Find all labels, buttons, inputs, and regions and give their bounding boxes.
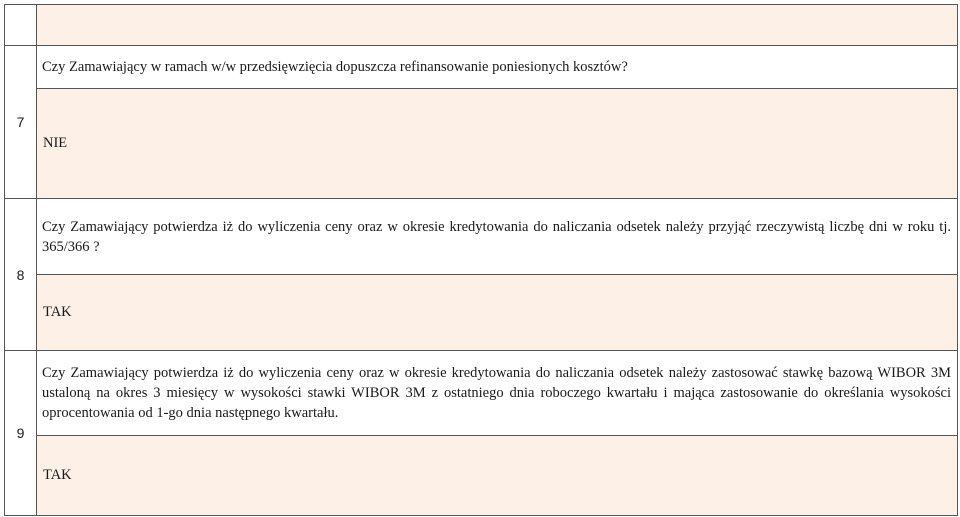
question-text-8: Czy Zamawiający potwierdza iż do wyliczenia ceny oraz w okresie kredytowania do naliczania odsetek należy przyjąć rzeczywistą liczbę dni w roku tj. 365/366 ? [37, 199, 958, 275]
table-row-question-9 [5, 351, 958, 436]
table-row-answer-9 [5, 436, 958, 516]
question-text-9: Czy Zamawiający potwierdza iż do wyliczenia ceny oraz w okresie kredytowania do naliczania odsetek należy zastosować stawkę bazową WIBOR 3M ustaloną na okres 3 miesięcy w wysokości stawki WIBOR 3M z ostatniego dnia roboczego kwartału i mająca zastosowanie do określania wysokości oprocentowania od 1-go dnia następnego kwartału. [37, 351, 958, 436]
answer-cell-previous [37, 5, 958, 46]
row-number-cell-empty [5, 5, 37, 46]
table-row-question-8 [5, 199, 958, 275]
question-text-7: Czy Zamawiający w ramach w/w przedsięwzięcia dopuszcza refinansowanie poniesionych kosztów? [37, 46, 958, 89]
table-row-top-answer [5, 5, 958, 46]
row-number-7: 7 [5, 46, 37, 199]
table-row-question-7 [5, 46, 958, 89]
row-number-8: 8 [5, 199, 37, 351]
row-number-9: 9 [5, 351, 37, 516]
answer-text-9: TAK [37, 436, 958, 516]
answer-text-8: TAK [37, 275, 958, 351]
table-row-answer-7 [5, 89, 958, 199]
answer-text-7: NIE [37, 89, 958, 199]
table-row-answer-8 [5, 275, 958, 351]
qa-table [4, 4, 958, 516]
